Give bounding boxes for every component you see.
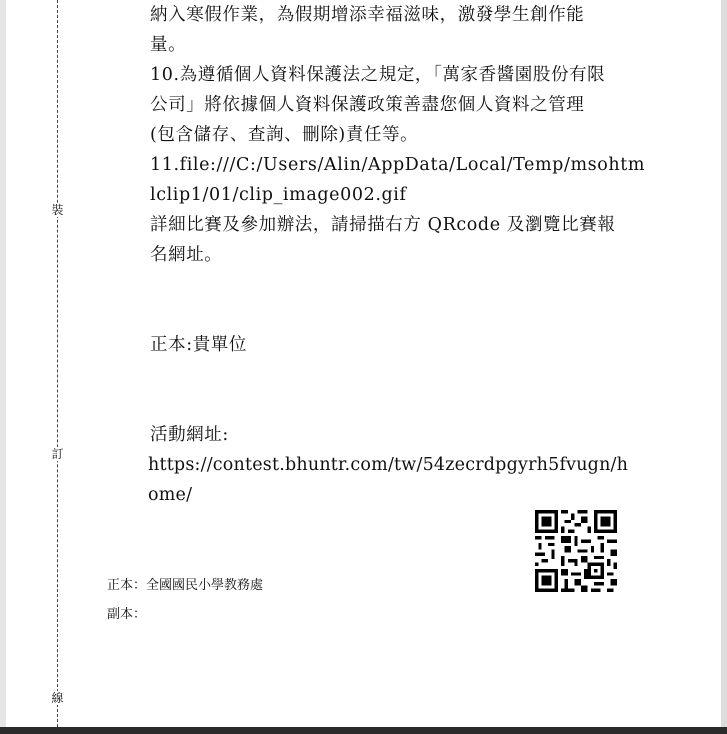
body-line: 名網址。: [150, 245, 223, 265]
activity-url-line[interactable]: https://contest.bhuntr.com/tw/54zecrdpgyrh5fvugn/h: [148, 455, 629, 475]
scrollbar-track[interactable]: [721, 0, 727, 727]
qr-code-icon: [535, 510, 617, 592]
activity-url-label: 活動網址:: [150, 425, 229, 445]
activity-url-line[interactable]: ome/: [148, 485, 193, 505]
binding-mark-zhuang: 裝: [51, 203, 64, 217]
body-line: (包含儲存、查詢、刪除)責任等。: [150, 125, 419, 145]
binding-mark-ding: 訂: [51, 447, 64, 461]
body-line: 11.file:///C:/Users/Alin/AppData/Local/Temp/msohtm: [150, 155, 646, 175]
window-bottom-bar: [0, 727, 727, 734]
binding-dashed-line: [57, 0, 58, 727]
body-line: 公司」將依據個人資料保護政策善盡您個人資料之管理: [150, 95, 585, 115]
body-line: 納入寒假作業，為假期增添幸福滋味，激發學生創作能: [150, 5, 585, 25]
footer-copy-recipient: 副本：: [107, 607, 147, 622]
body-line: 詳細比賽及參加辦法，請掃描右方 QRcode 及瀏覽比賽報: [150, 215, 616, 235]
original-copy-recipient: 正本:貴單位: [150, 335, 247, 355]
footer-original-recipient: 正本：全國國民小學教務處: [107, 578, 264, 593]
body-line: lclip1/01/clip_image002.gif: [150, 185, 407, 205]
binding-mark-xian: 線: [51, 691, 64, 705]
body-line: 10.為遵循個人資料保護法之規定，「萬家香醬園股份有限: [150, 65, 606, 85]
body-line: 量。: [150, 35, 187, 55]
